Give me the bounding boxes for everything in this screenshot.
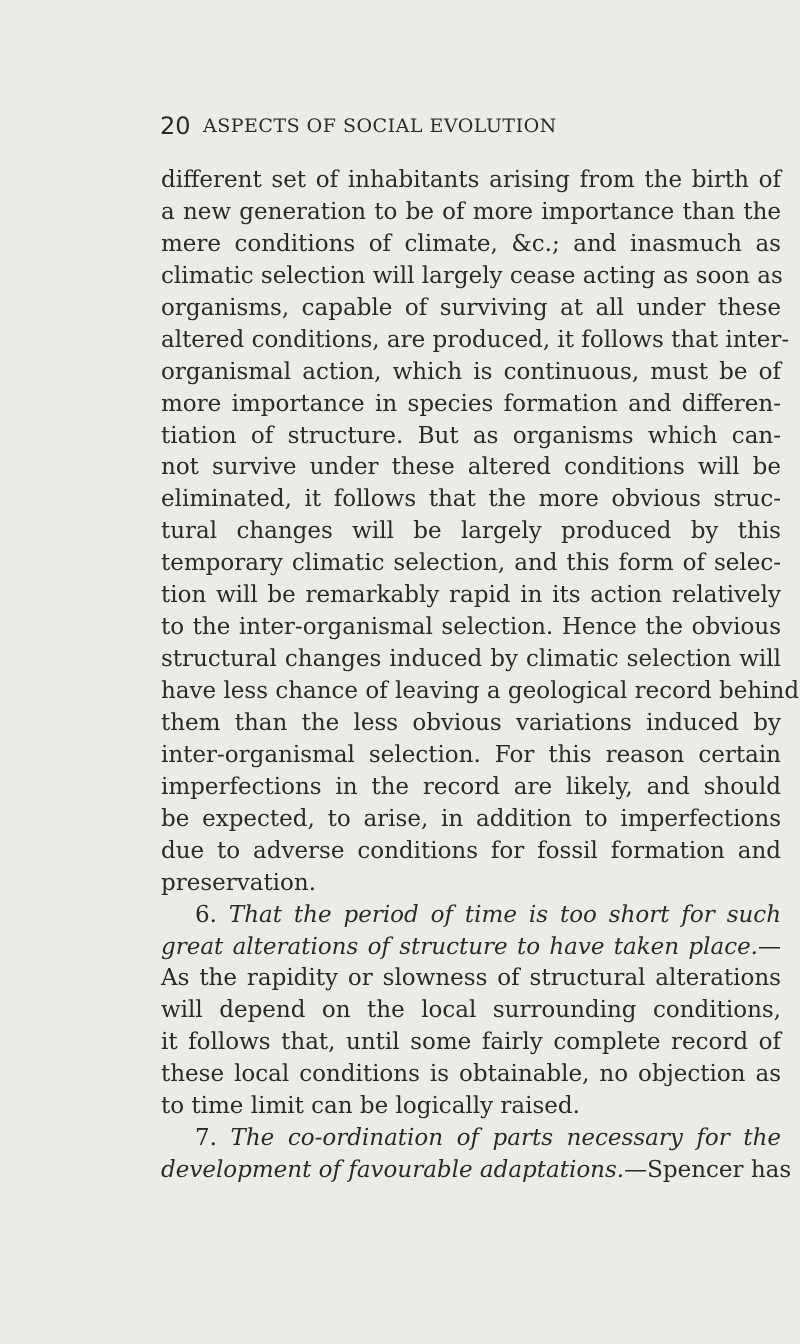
text-line: not survive under these altered conditions will be [161, 454, 781, 481]
text-span: 6. [195, 901, 229, 928]
text-line: to the inter-organismal selection. Hence the obvious [161, 614, 781, 641]
text-line: mere conditions of climate, &c.; and inasmuch as [161, 230, 781, 257]
text-line: organisms, capable of surviving at all under these [161, 294, 781, 321]
text-line: temporary climatic selection, and this form of selec- [161, 550, 781, 577]
text-line: tural changes will be largely produced by this [161, 518, 781, 545]
text-line: altered conditions, are produced, it follows that inter- [161, 326, 790, 353]
italic-text: That the period of time is too short for such [228, 901, 782, 928]
text-line [161, 1155, 792, 1187]
text-line: will depend on the local surrounding conditions, [161, 997, 781, 1024]
text-line: organismal action, which is continuous, must be of [161, 358, 781, 385]
text-span: —Spencer has [624, 1157, 792, 1184]
text-line [161, 900, 781, 932]
text-line: a new generation to be of more importance than the [161, 198, 781, 225]
text-line [161, 1123, 781, 1155]
text-line: more importance in species formation and differen- [161, 390, 781, 417]
text-line: to time limit can be logically raised. [161, 1093, 580, 1120]
text-line: As the rapidity or slowness of structural alterations [161, 965, 781, 992]
text-line: these local conditions is obtainable, no objection as [161, 1061, 781, 1088]
text-line: tion will be remarkably rapid in its action relatively [161, 582, 781, 609]
italic-text: The co-ordination of parts necessary for the [230, 1125, 781, 1152]
text-line: imperfections in the record are likely, and should [161, 773, 781, 800]
text-line: have less chance of leaving a geological record behind [161, 678, 800, 704]
text-line: it follows that, until some fairly complete record of [161, 1029, 781, 1056]
text-line: them than the less obvious variations induced by [161, 709, 781, 736]
text-span: 7. [195, 1125, 231, 1152]
text-line: due to adverse conditions for fossil formation and [161, 837, 781, 864]
text-line: climatic selection will largely cease acting as soon as [161, 262, 783, 289]
text-line: structural changes induced by climatic selection will [161, 646, 781, 673]
text-line: eliminated, it follows that the more obvious struc- [161, 486, 781, 513]
body-text [161, 165, 800, 1187]
page-number: 20 [160, 112, 191, 140]
running-header: ASPECTS OF SOCIAL EVOLUTION [203, 115, 557, 137]
text-line: inter-organismal selection. For this reason certain [161, 741, 781, 768]
text-line: different set of inhabitants arising from the birth of [161, 167, 781, 193]
text-line [161, 932, 781, 964]
text-span: — [758, 933, 781, 960]
italic-text: development of favourable adaptations. [161, 1157, 625, 1184]
text-line: preservation. [161, 869, 317, 896]
text-line: tiation of structure. But as organisms which can- [161, 422, 781, 449]
italic-text: great alterations of structure to have taken place. [161, 933, 758, 960]
text-line: be expected, to arise, in addition to imperfections [161, 805, 781, 832]
